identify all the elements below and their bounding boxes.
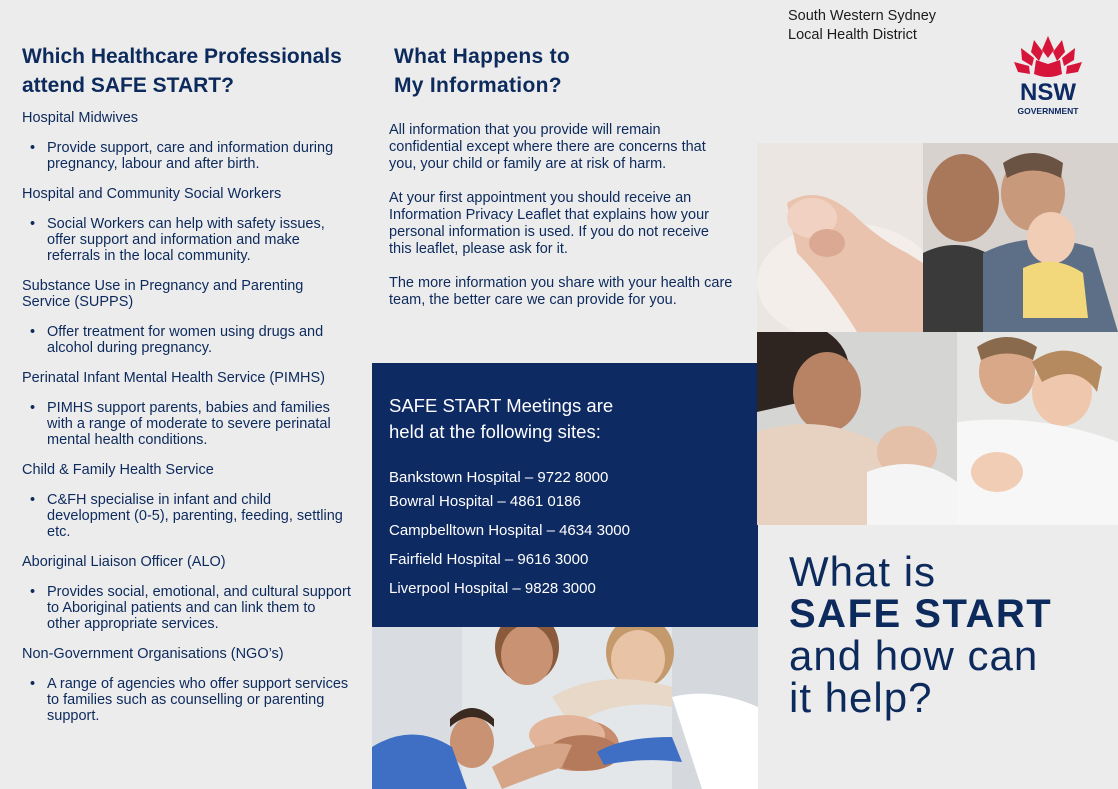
section-bullet: • A range of agencies who offer support services to families such as counselling or parenting support. — [22, 676, 352, 724]
meetings-panel — [372, 363, 758, 627]
section-title: Child & Family Health Service — [22, 462, 214, 478]
professionals-column — [22, 42, 352, 738]
father-baby-photo — [923, 143, 1118, 332]
meetings-title: SAFE START Meetings are held at the following sites: — [389, 395, 614, 442]
parents-newborn-photo — [957, 332, 1118, 525]
section-bullet: • Provides social, emotional, and cultural support to Aboriginal patients and can link them to other appropriate services. — [22, 584, 352, 632]
section-bullet: • Provide support, care and information during pregnancy, labour and after birth. — [22, 140, 352, 172]
professional-section — [22, 646, 352, 724]
logo-word: NSW — [1020, 79, 1076, 106]
mother-newborn-photo — [757, 332, 957, 525]
section-bullet: • C&FH specialise in infant and child development (0-5), parenting, feeding, settling etc. — [22, 492, 352, 540]
information-paragraph: At your first appointment you should receive an Information Privacy Leaflet that explains how your personal information is used. If you do not receive this leaflet, please ask for it. — [389, 190, 709, 257]
team-hands-photo — [372, 627, 758, 789]
baby-hand-photo — [757, 143, 923, 332]
meeting-site: Campbelltown Hospital – 4634 3000 — [389, 522, 630, 539]
district-name: South Western Sydney Local Health District — [788, 8, 937, 43]
section-title: Hospital and Community Social Workers — [22, 186, 282, 202]
family-photo-grid — [757, 143, 1118, 525]
section-bullet: • Social Workers can help with safety issues, offer support and information and make referrals in the local community. — [22, 216, 352, 264]
section-title: Substance Use in Pregnancy and Parenting Service (SUPPS) — [22, 278, 304, 310]
professionals-heading: Which Healthcare Professionals attend SAFE START? — [22, 45, 342, 97]
professional-section — [22, 278, 352, 356]
professional-section — [22, 554, 352, 632]
headline-emphasis: SAFE START — [789, 592, 1053, 636]
professional-section — [22, 370, 352, 448]
professional-section — [22, 462, 352, 540]
headline-line: it help? — [789, 674, 933, 721]
team-hands-illustration — [372, 627, 758, 789]
information-heading: What Happens to My Information? — [394, 45, 570, 97]
waratah-icon — [1010, 34, 1086, 120]
section-title: Non-Government Organisations (NGO’s) — [22, 646, 284, 662]
professional-section — [22, 186, 352, 264]
meeting-site: Bowral Hospital – 4861 0186 — [389, 493, 581, 510]
section-bullet: • Offer treatment for women using drugs and alcohol during pregnancy. — [22, 324, 352, 356]
nsw-government-logo — [1010, 34, 1086, 120]
cover-headline — [789, 548, 1109, 721]
meeting-site: Fairfield Hospital – 9616 3000 — [389, 551, 589, 568]
information-paragraph: All information that you provide will remain confidential except where there are concerns that you, your child or family are at risk of harm. — [389, 122, 706, 172]
professional-section — [22, 110, 352, 172]
section-bullet: • PIMHS support parents, babies and families with a range of moderate to severe perinatal mental health conditions. — [22, 400, 352, 448]
section-title: Aboriginal Liaison Officer (ALO) — [22, 554, 226, 570]
section-title: Perinatal Infant Mental Health Service (PIMHS) — [22, 370, 326, 386]
information-column — [389, 42, 734, 326]
meeting-site: Liverpool Hospital – 9828 3000 — [389, 580, 596, 597]
section-title: Hospital Midwives — [22, 110, 139, 126]
headline-line: and how can — [789, 632, 1039, 679]
headline-line: What is — [789, 548, 937, 595]
logo-sub: GOVERNMENT — [1017, 106, 1079, 116]
meeting-site: Bankstown Hospital – 9722 8000 — [389, 469, 609, 486]
information-paragraph: The more information you share with your health care team, the better care we can provide for you. — [389, 275, 733, 308]
